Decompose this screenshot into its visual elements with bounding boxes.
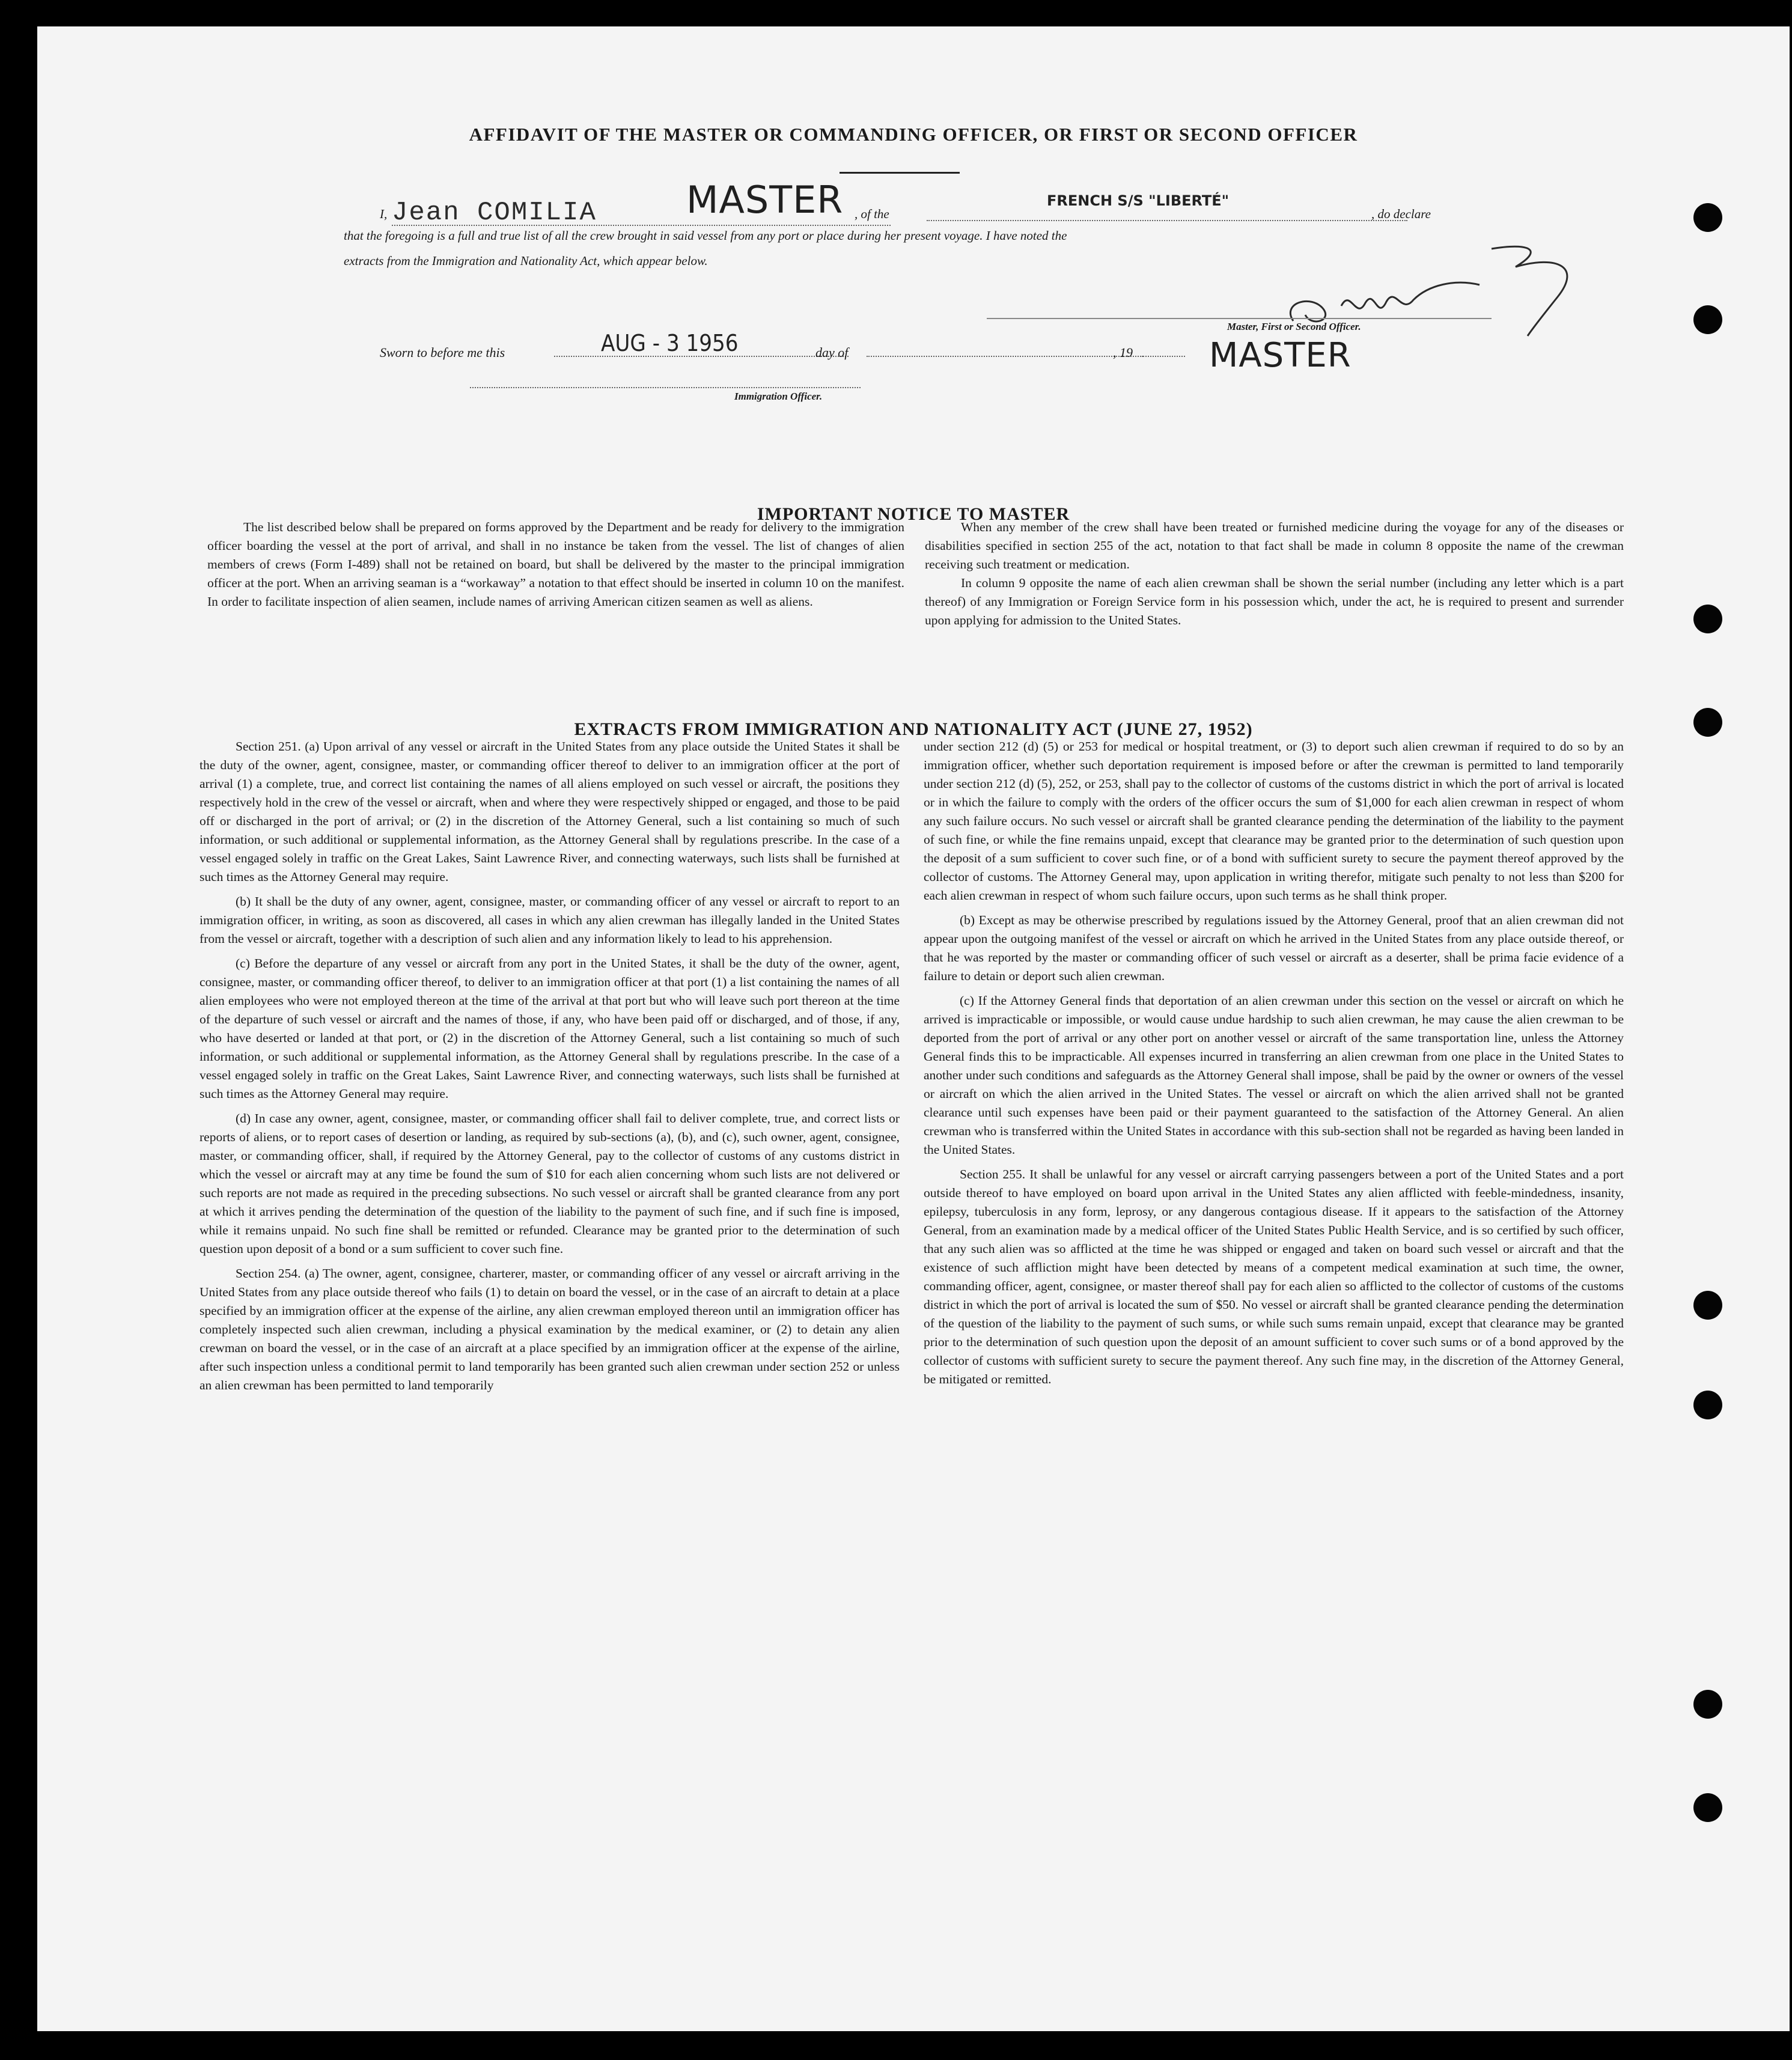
- notice-paragraph: When any member of the crew shall have been treated or furnished medicine during the voyage for any of the diseases or disabilities specified in section 255 of the act, notation to that fact shall be made in column 8 opposite the name of the crewman receiving such treatment or medication.: [925, 520, 1624, 571]
- declaration-line-1: that the foregoing is a full and true list of all the crew brought in said vessel from any port or place during her present voyage. I have noted the: [344, 228, 1067, 243]
- punch-hole: [1693, 708, 1722, 737]
- punch-hole: [1693, 1291, 1722, 1320]
- punch-hole: [1693, 305, 1722, 334]
- title-rule: [840, 172, 960, 174]
- extract-paragraph: (d) In case any owner, agent, consignee, master, or commanding officer shall fail to deliver complete, true, and correct lists or reports of aliens, or to report cases of desertion or landing, as required by sub-sections (a), (b), and (c), such owner, agent, consignee, master, or commanding officer, shall, if required by the Attorney General, pay to the collector of customs of any customs district in which the vessel or aircraft may at any time be found the sum of $10 for each alien concerning whom such lists are not delivered or such reports are not made as required in the preceding subsections. No such vessel or aircraft shall be granted clearance from any port at which it arrives pending the determination of the question of the liability to the payment of such fine, and if such fine is imposed, while it remains unpaid. No such fine shall be remitted or refunded. Clearance may be granted prior to the determination of such question upon deposit of a bond or a sum sufficient to cover such fine.: [200, 1111, 900, 1256]
- month-line: [867, 356, 1143, 357]
- i-label: I,: [380, 207, 388, 221]
- punch-hole: [1693, 203, 1722, 232]
- do-declare-label: , do declare: [1371, 207, 1431, 221]
- signature-line: [987, 318, 1492, 319]
- signature-caption: Master, First or Second Officer.: [1227, 321, 1361, 332]
- sworn-label: Sworn to before me this: [380, 345, 505, 360]
- extract-paragraph: (c) Before the departure of any vessel or aircraft from any port in the United States, it shall be the duty of the owner, agent, consignee, master, or commanding officer thereof, to deliver to an immigration officer at that port (1) a list containing the names of all alien employees who were not employed thereon at the time of the arrival at that port but who will leave such port thereon at the time of the departure of such vessel or aircraft and the names of those, if any, who have been paid off or discharged, and of those, if any, who have deserted or landed at that port, or (2) in the discretion of the Attorney General, such a list containing so much of such information, or such additional or supplemental information, as the Attorney General shall by regulations prescribe. In the case of a vessel engaged solely in traffic on the Great Lakes, Saint Lawrence River, and connecting waterways, such lists shall be furnished at such times as the Attorney General may require.: [200, 956, 900, 1101]
- punch-hole: [1693, 1391, 1722, 1419]
- notice-paragraph: In column 9 opposite the name of each alien crewman shall be shown the serial number (including any letter which is a part thereof) of any Immigration or Foreign Service form in his possession which, under the act, he is required to present and surrender upon applying for admission to the United States.: [925, 576, 1624, 627]
- vessel-stamp: FRENCH S/S "LIBERTÉ": [1047, 192, 1230, 209]
- officer-caption: Immigration Officer.: [734, 391, 823, 402]
- punch-hole: [1693, 605, 1722, 633]
- notice-right-column: [925, 518, 1624, 630]
- year-label: , 19: [1113, 345, 1133, 360]
- notice-left-column: [207, 518, 904, 611]
- punch-hole: [1693, 1690, 1722, 1719]
- sworn-date-line: [554, 356, 849, 357]
- extract-paragraph: (b) Except as may be otherwise prescribed by regulations issued by the Attorney General, proof that an alien crewman did not appear upon the outgoing manifest of the vessel or aircraft on which he arrived in the United States from any place outside thereof, or that he was reported by the master or commanding officer of such vessel or aircraft as a deserter, shall be prima facie evidence of a failure to detain or deport such alien crewman.: [924, 913, 1624, 983]
- notice-paragraph: The list described below shall be prepared on forms approved by the Department and be ready for delivery to the immigration officer boarding the vessel at the port of arrival, and shall in no instance be taken from the vessel. The list of changes of alien members of crews (Form I-489) shall not be retained on board, but shall be delivered by the master to the principal immigration officer at the port. When an arriving seaman is a “workaway” a notation to that effect should be inserted in column 10 on the manifest. In order to facilitate inspection of alien seamen, include names of arriving American citizen seamen as well as aliens.: [207, 520, 904, 609]
- signature-rank-stamp: MASTER: [1209, 336, 1352, 375]
- name-stamp: Jean COMILIA: [392, 198, 597, 228]
- day-of-label: day of: [815, 345, 849, 360]
- officer-line: [470, 387, 861, 388]
- extract-paragraph: Section 254. (a) The owner, agent, consignee, charterer, master, or commanding officer of any vessel or aircraft arriving in the United States from any place outside thereof who fails (1) to detain on board the vessel, or in the case of an aircraft to detain at a place specified by an immigration officer at the expense of the airline, any alien crewman employed thereon until an immigration officer has completely inspected such alien crewman, including a physical examination by the medical examiner, or (2) to detain any alien crewman on board the vessel, or in the case of an aircraft at a place specified by an immigration officer at the expense of the airline, after such inspection unless a conditional permit to land temporarily has been granted such alien crewman under section 252 or unless an alien crewman has been permitted to land temporarily: [200, 1266, 900, 1392]
- extracts-title: EXTRACTS FROM IMMIGRATION AND NATIONALITY ACT (JUNE 27, 1952): [574, 719, 1253, 739]
- extract-paragraph: Section 255. It shall be unlawful for any vessel or aircraft carrying passengers between a port of the United States and a port outside thereof to have employed on board upon arrival in the United States any alien afflicted with feeble-mindedness, insanity, epilepsy, tuberculosis in any form, leprosy, or any dangerous contagious disease. If it appears to the satisfaction of the Attorney General, from an examination made by a medical officer of the United States Public Health Service, and is so certified by such officer, that any such alien was so afflicted at the time he was shipped or engaged and taken on board such vessel or aircraft and that the existence of such affliction might have been detected by means of a competent medical examination at such time, the owner, commanding officer, agent, consignee, or master thereof shall pay for each alien so afflicted to the collector of customs of the customs district in which the port of arrival is located the sum of $50. No vessel or aircraft shall be granted clearance pending the determination of the question of the liability to the payment of such sums, or while such sums remain unpaid, except that clearance may be granted prior to the determination of such question upon the deposit of an amount sufficient to cover such sums or of a bond approved by the collector of customs with sufficient surety to secure the payment thereof. Any such fine may, in the discretion of the Attorney General, be mitigated or remitted.: [924, 1167, 1624, 1386]
- extracts-right-column: [924, 737, 1624, 1395]
- year-line: [1143, 356, 1185, 357]
- affidavit-title: AFFIDAVIT OF THE MASTER OR COMMANDING OFFICER, OR FIRST OR SECOND OFFICER: [469, 124, 1358, 145]
- document-page: [37, 26, 1790, 2031]
- declaration-line-2: extracts from the Immigration and Nationality Act, which appear below.: [344, 254, 708, 268]
- extract-paragraph: (c) If the Attorney General finds that deportation of an alien crewman under this section on the vessel or aircraft on which he arrived is impracticable or impossible, or would cause undue hardship to such alien crewman, he may cause the alien crewman to be deported from the port of arrival or any other port on another vessel or aircraft of the same transportation line, unless the Attorney General finds this to be impracticable. All expenses incurred in transferring an alien crewman from one place in the United States to another under such conditions and safeguards as the Attorney General shall impose, shall be paid by the owner or owners of the vessel or aircraft on which the alien arrived in the United States. The vessel or aircraft on which the alien arrived shall not be granted clearance until such expenses have been paid or their payment guaranteed to the satisfaction of the Attorney General. An alien crewman who is transferred within the United States in accordance with this sub-section shall not be regarded as having been landed in the United States.: [924, 993, 1624, 1157]
- extract-paragraph: under section 212 (d) (5) or 253 for medical or hospital treatment, or (3) to deport such alien crewman if required to do so by an immigration officer, whether such deportation requirement is imposed before or after the crewman is permitted to land temporarily under section 212 (d) (5), 252, or 253, shall pay to the collector of customs of the customs district in which the port of arrival is located or in which the failure to comply with the orders of the officer occurs the sum of $1,000 for each alien crewman in respect of whom any such failure occurs. No such vessel or aircraft shall be granted clearance pending the determination of the liability to the payment of such fine, or while the fine remains unpaid, except that clearance may be granted prior to the determination of such question upon the deposit of a sum sufficient to cover such fine, or of a bond with sufficient surety to secure the payment thereof approved by the collector of customs. The Attorney General may, upon application in writing therefor, mitigate such penalty to not less than $200 for each alien crewman in respect of whom such failure occurs, upon such terms as he shall think proper.: [924, 739, 1624, 903]
- notice-title: IMPORTANT NOTICE TO MASTER: [757, 504, 1070, 524]
- name-line: [392, 225, 891, 226]
- extract-paragraph: Section 251. (a) Upon arrival of any vessel or aircraft in the United States from any place outside the United States it shall be the duty of the owner, agent, consignee, master, or commanding officer thereof to deliver to an immigration officer at the port of arrival (1) a complete, true, and correct list containing the names of all aliens employed on such vessel or aircraft, the positions they respectively hold in the crew of the vessel or aircraft, when and where they were respectively shipped or engaged, and those to be paid off or discharged in the port of arrival; or (2) in the discretion of the Attorney General, such a list containing so much of such information, or such additional or supplemental information, as the Attorney General shall by regulations prescribe. In the case of a vessel engaged solely in traffic on the Great Lakes, Saint Lawrence River, and connecting waterways, such lists shall be furnished at such times as the Attorney General may require.: [200, 739, 900, 884]
- vessel-line: [927, 220, 1407, 221]
- extract-paragraph: (b) It shall be the duty of any owner, agent, consignee, master, or commanding officer of any vessel or aircraft to report to an immigration officer, in writing, as soon as discovered, all cases in which any alien crewman has illegally landed in the United States from the vessel or aircraft, together with a description of such alien and any information likely to lead to his apprehension.: [200, 894, 900, 946]
- sworn-date-stamp: AUG - 3 1956: [601, 330, 739, 356]
- rank-stamp: MASTER: [686, 178, 844, 222]
- extracts-left-column: [200, 737, 900, 1401]
- punch-hole: [1693, 1793, 1722, 1822]
- of-the-label: , of the: [855, 207, 889, 221]
